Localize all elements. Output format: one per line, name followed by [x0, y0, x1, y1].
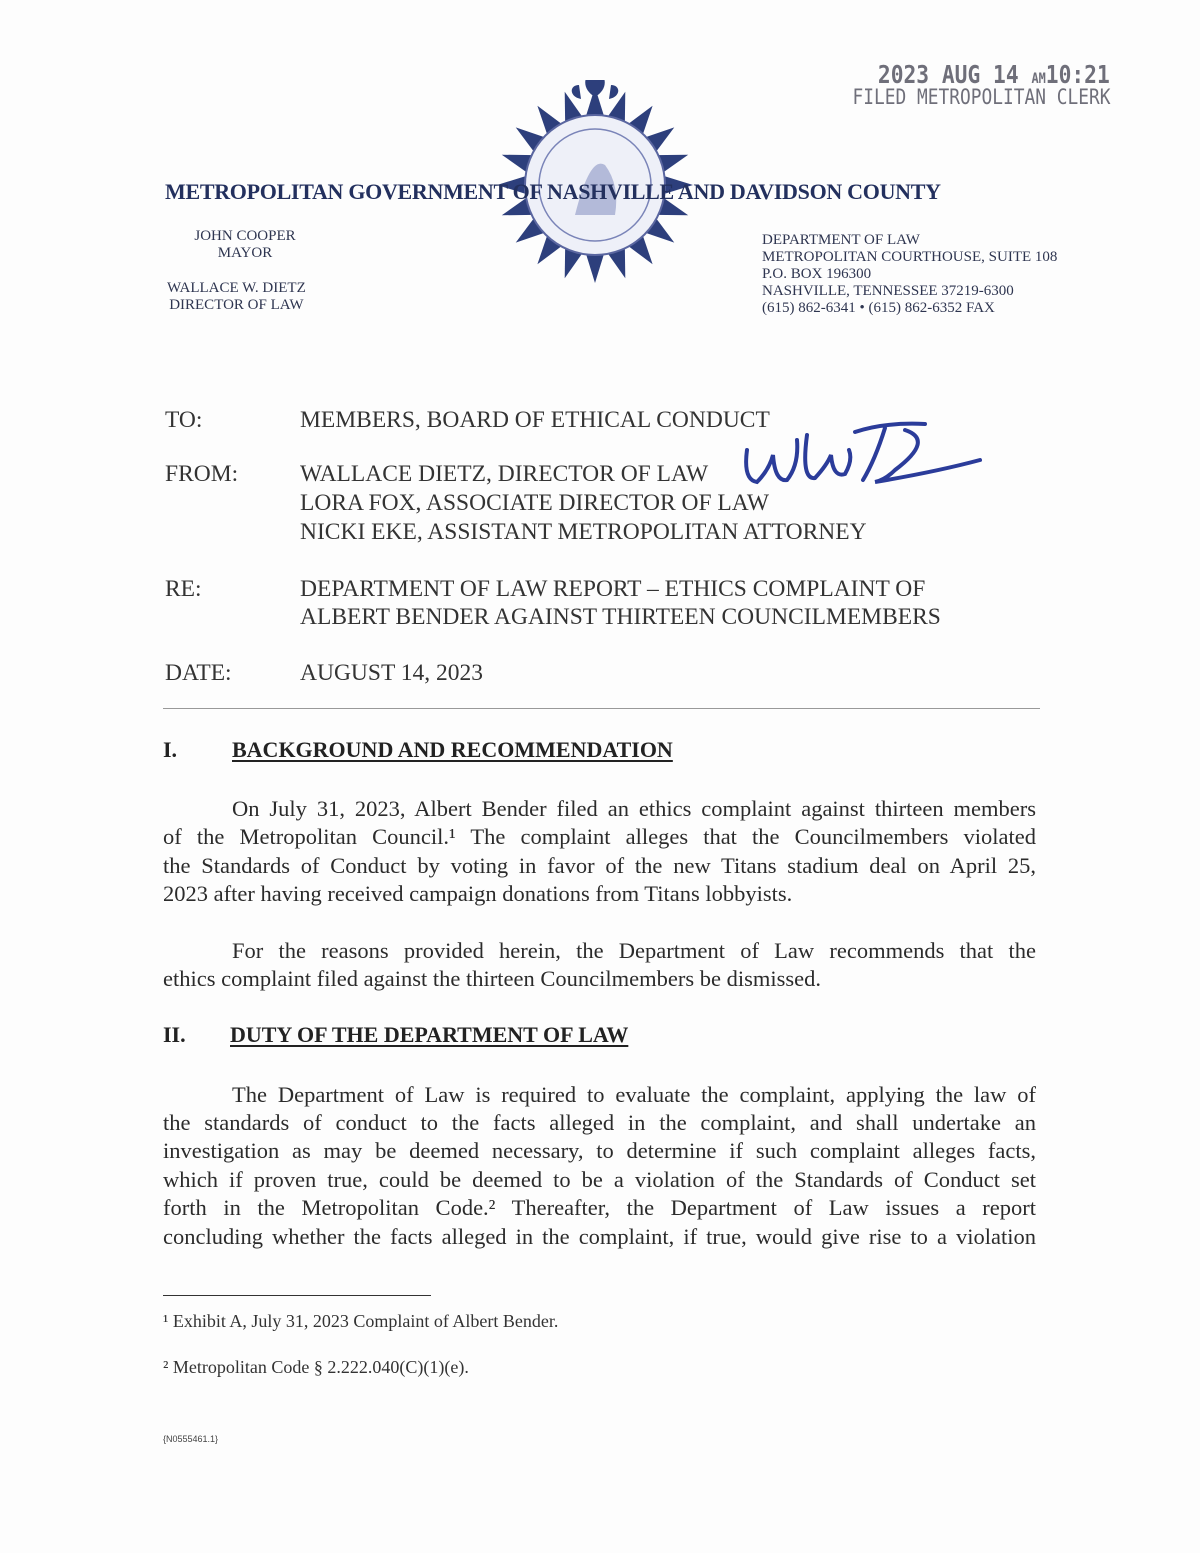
address-line: (615) 862-6341 • (615) 862-6352 FAX [762, 300, 995, 316]
paragraph-line: On July 31, 2023, Albert Bender filed an ethics complaint against thirteen members [232, 796, 1036, 821]
document-id: {N0555461.1} [163, 1434, 219, 1444]
divider [163, 708, 1040, 709]
paragraph-line: the Standards of Conduct by voting in favor of the new Titans stadium deal on April 25, [163, 853, 1036, 878]
paragraph-line: concluding whether the facts alleged in the complaint, if true, would give rise to a violation [163, 1224, 1036, 1249]
address-line: METROPOLITAN COURTHOUSE, SUITE 108 [762, 249, 1058, 265]
signature [735, 410, 995, 500]
paragraph-line: forth in the Metropolitan Code.² Thereafter, the Department of Law issues a report [163, 1195, 1036, 1220]
filed-stamp-label: FILED METROPOLITAN CLERK [852, 85, 1110, 109]
date-value: AUGUST 14, 2023 [300, 660, 484, 686]
mayor-title: MAYOR [217, 245, 273, 261]
seal-ray [586, 252, 605, 283]
director-name: WALLACE W. DIETZ [167, 280, 306, 296]
date-label: DATE: [165, 660, 232, 686]
footnote-2: ² Metropolitan Code § 2.222.040(C)(1)(e). [163, 1357, 469, 1377]
paragraph-line: For the reasons provided herein, the Department of Law recommends that the [232, 938, 1036, 963]
mayor-name: JOHN COOPER [194, 228, 296, 244]
section-number: I. [163, 737, 178, 762]
paragraph-line: the standards of conduct to the facts alleged in the complaint, and shall undertake an [163, 1110, 1036, 1135]
from-line: LORA FOX, ASSOCIATE DIRECTOR OF LAW [300, 490, 770, 516]
footnote-1: ¹ Exhibit A, July 31, 2023 Complaint of Albert Bender. [163, 1311, 559, 1331]
from-line: NICKI EKE, ASSISTANT METROPOLITAN ATTORNEY [300, 519, 867, 545]
address-line: NASHVILLE, TENNESSEE 37219-6300 [762, 283, 1014, 299]
director-title: DIRECTOR OF LAW [169, 297, 304, 313]
from-label: FROM: [165, 461, 239, 487]
paragraph-line: investigation as may be deemed necessary, to determine if such complaint alleges facts, [163, 1138, 1036, 1163]
section-heading: DUTY OF THE DEPARTMENT OF LAW [230, 1022, 629, 1047]
paragraph-line: ethics complaint filed against the thirteen Councilmembers be dismissed. [163, 966, 821, 991]
re-line: DEPARTMENT OF LAW REPORT – ETHICS COMPLAINT OF [300, 576, 926, 602]
to-value: MEMBERS, BOARD OF ETHICAL CONDUCT [300, 407, 770, 433]
paragraph-line: of the Metropolitan Council.¹ The complaint alleges that the Councilmembers violated [163, 824, 1036, 849]
from-line: WALLACE DIETZ, DIRECTOR OF LAW [300, 461, 709, 487]
letterhead-title: METROPOLITAN GOVERNMENT OF NASHVILLE AND DAVIDSON COUNTY [165, 179, 941, 204]
address-line: DEPARTMENT OF LAW [762, 232, 920, 248]
filed-stamp-date: 2023 AUG 14 AM10:21 [878, 60, 1110, 89]
to-label: TO: [165, 407, 203, 433]
mayor-block [190, 228, 300, 262]
director-block [167, 280, 306, 314]
section-heading: BACKGROUND AND RECOMMENDATION [232, 737, 673, 762]
paragraph-line: 2023 after having received campaign donations from Titans lobbyists. [163, 881, 793, 906]
section-number: II. [163, 1022, 186, 1047]
address-line: P.O. BOX 196300 [762, 266, 872, 282]
footnote-rule [163, 1295, 431, 1296]
paragraph-line: which if proven true, could be deemed to be a violation of the Standards of Conduct set [163, 1167, 1036, 1192]
paragraph-line: The Department of Law is required to evaluate the complaint, applying the law of [232, 1082, 1036, 1107]
department-address [762, 232, 1057, 317]
re-line: ALBERT BENDER AGAINST THIRTEEN COUNCILMEMBERS [300, 604, 941, 630]
re-label: RE: [165, 576, 202, 602]
